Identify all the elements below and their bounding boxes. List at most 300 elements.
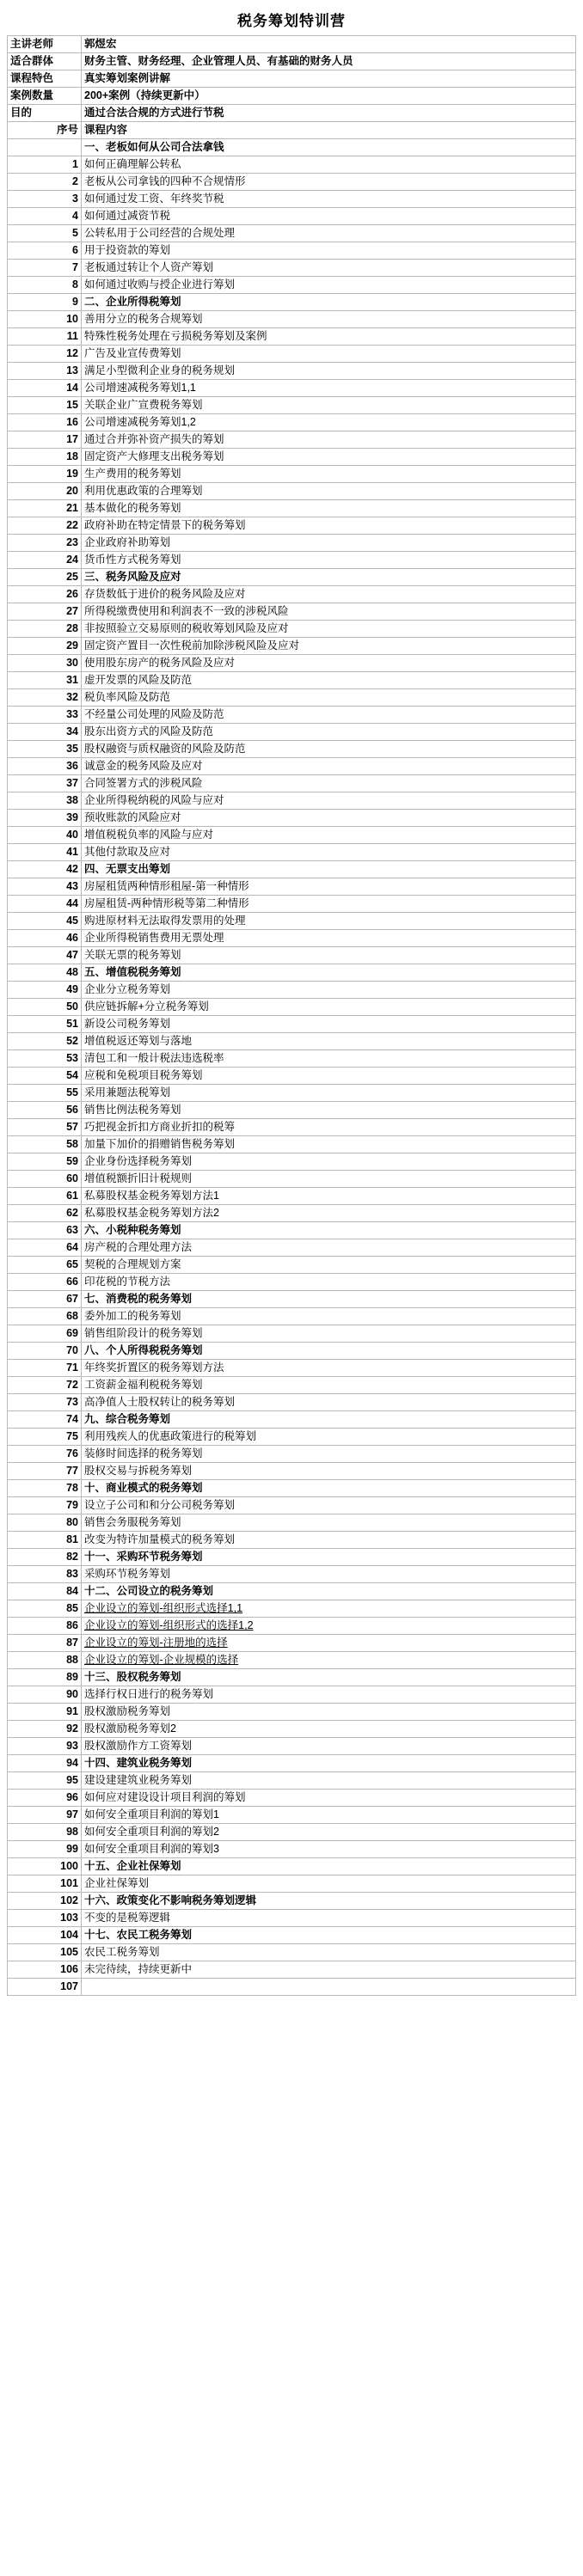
lesson-title: 老板从公司拿钱的四种不合规情形 (82, 174, 576, 191)
row-index (8, 139, 82, 156)
table-row (8, 930, 576, 947)
section-heading: 六、小税种税务筹划 (82, 1222, 576, 1239)
table-row (8, 431, 576, 449)
table-row (8, 260, 576, 277)
table-row (8, 1600, 576, 1618)
lesson-title: 委外加工的税务筹划 (82, 1308, 576, 1325)
table-row (8, 689, 576, 707)
meta-row (8, 88, 576, 105)
table-row (8, 466, 576, 483)
lesson-title: 房产税的合理处理方法 (82, 1239, 576, 1257)
table-row (8, 1497, 576, 1514)
row-index: 14 (8, 380, 82, 397)
lesson-title: 企业设立的筹划-企业规模的选择 (82, 1652, 576, 1669)
row-index: 94 (8, 1755, 82, 1772)
table-row (8, 1411, 576, 1429)
table-row (8, 277, 576, 294)
row-index: 60 (8, 1171, 82, 1188)
lesson-title: 如何安全重项目利润的筹划3 (82, 1841, 576, 1858)
table-row (8, 1566, 576, 1583)
meta-row (8, 70, 576, 88)
lesson-title: 所得税缴费使用和利润表不一致的涉税风险 (82, 603, 576, 621)
table-row (8, 517, 576, 535)
table-row (8, 380, 576, 397)
row-index: 69 (8, 1325, 82, 1343)
table-row (8, 1669, 576, 1686)
lesson-title: 不变的是税筹逻辑 (82, 1910, 576, 1927)
row-index: 17 (8, 431, 82, 449)
row-index: 29 (8, 638, 82, 655)
table-row (8, 655, 576, 672)
meta-value: 200+案例（持续更新中） (82, 88, 576, 105)
row-index: 74 (8, 1411, 82, 1429)
table-row (8, 1377, 576, 1394)
row-index: 81 (8, 1532, 82, 1549)
row-index: 83 (8, 1566, 82, 1583)
row-index: 13 (8, 363, 82, 380)
section-heading: 十一、采购环节税务筹划 (82, 1549, 576, 1566)
lesson-title: 如何安全重项目利润的筹划2 (82, 1824, 576, 1841)
lesson-title: 农民工税务筹划 (82, 1944, 576, 1961)
lesson-title: 企业社保筹划 (82, 1875, 576, 1893)
row-index: 35 (8, 741, 82, 758)
row-index: 56 (8, 1102, 82, 1119)
row-index: 96 (8, 1790, 82, 1807)
lesson-title: 装修时间选择的税务筹划 (82, 1446, 576, 1463)
lesson-title: 固定资产置目一次性税前加除涉税风险及应对 (82, 638, 576, 655)
section-heading: 十七、农民工税务筹划 (82, 1927, 576, 1944)
table-row (8, 603, 576, 621)
table-row (8, 1291, 576, 1308)
section-heading: 十、商业模式的税务筹划 (82, 1480, 576, 1497)
row-index: 62 (8, 1205, 82, 1222)
table-row (8, 1910, 576, 1927)
row-index: 98 (8, 1824, 82, 1841)
lesson-title: 企业身份选择税务筹划 (82, 1153, 576, 1171)
row-index: 59 (8, 1153, 82, 1171)
section-heading: 十五、企业社保筹划 (82, 1858, 576, 1875)
lesson-title: 高净值人士股权转让的税务筹划 (82, 1394, 576, 1411)
lesson-title: 企业设立的筹划-组织形式的选择1,2 (82, 1618, 576, 1635)
lesson-title: 房屋租赁-两种情形税等第二种情形 (82, 896, 576, 913)
lesson-title: 用于投资款的筹划 (82, 242, 576, 260)
table-row (8, 638, 576, 655)
section-heading: 三、税务风险及应对 (82, 569, 576, 586)
lesson-title: 非按照验立交易原则的税收筹划风险及应对 (82, 621, 576, 638)
table-row (8, 1549, 576, 1566)
table-row (8, 586, 576, 603)
section-heading: 四、无票支出筹划 (82, 861, 576, 878)
table-row (8, 1583, 576, 1600)
table-row (8, 775, 576, 792)
row-index: 75 (8, 1429, 82, 1446)
table-row (8, 1790, 576, 1807)
lesson-title: 股权激励税务筹划2 (82, 1721, 576, 1738)
lesson-title: 税负率风险及防范 (82, 689, 576, 707)
row-index: 24 (8, 552, 82, 569)
table-row (8, 191, 576, 208)
lesson-title: 企业政府补助筹划 (82, 535, 576, 552)
table-row (8, 810, 576, 827)
table-header-row (8, 122, 576, 139)
row-index: 18 (8, 449, 82, 466)
row-index: 63 (8, 1222, 82, 1239)
row-index: 82 (8, 1549, 82, 1566)
lesson-title: 如何通过发工资、年终奖节税 (82, 191, 576, 208)
table-row (8, 964, 576, 982)
lesson-title: 企业所得税纳税的风险与应对 (82, 792, 576, 810)
row-index: 85 (8, 1600, 82, 1618)
section-heading: 八、个人所得税税务筹划 (82, 1343, 576, 1360)
lesson-title: 加量下加价的捐赠销售税务筹划 (82, 1136, 576, 1153)
row-index: 77 (8, 1463, 82, 1480)
lesson-title (82, 1979, 576, 1996)
row-index: 19 (8, 466, 82, 483)
row-index: 99 (8, 1841, 82, 1858)
row-index: 8 (8, 277, 82, 294)
row-index: 55 (8, 1085, 82, 1102)
lesson-title: 合同签署方式的涉税风险 (82, 775, 576, 792)
row-index: 50 (8, 999, 82, 1016)
table-row (8, 449, 576, 466)
table-row (8, 1205, 576, 1222)
meta-label: 适合群体 (8, 53, 82, 70)
meta-label: 课程特色 (8, 70, 82, 88)
table-row (8, 535, 576, 552)
table-row (8, 414, 576, 431)
row-index: 15 (8, 397, 82, 414)
column-header-index: 序号 (8, 122, 82, 139)
table-row (8, 1721, 576, 1738)
row-index: 57 (8, 1119, 82, 1136)
row-index: 91 (8, 1704, 82, 1721)
row-index: 93 (8, 1738, 82, 1755)
lesson-title: 通过合并弥补资产损失的筹划 (82, 431, 576, 449)
table-row (8, 1068, 576, 1085)
lesson-title: 股权激励作方工资筹划 (82, 1738, 576, 1755)
table-row (8, 483, 576, 500)
lesson-title: 不经量公司处理的风险及防范 (82, 707, 576, 724)
row-index: 70 (8, 1343, 82, 1360)
lesson-title: 工资薪金福利税税务筹划 (82, 1377, 576, 1394)
table-row (8, 1893, 576, 1910)
lesson-title: 印花税的节税方法 (82, 1274, 576, 1291)
lesson-title: 股权激励税务筹划 (82, 1704, 576, 1721)
lesson-title: 销售组阶段计的税务筹划 (82, 1325, 576, 1343)
section-heading: 十二、公司设立的税务筹划 (82, 1583, 576, 1600)
row-index: 11 (8, 328, 82, 346)
table-row (8, 724, 576, 741)
row-index: 49 (8, 982, 82, 999)
row-index: 100 (8, 1858, 82, 1875)
row-index: 67 (8, 1291, 82, 1308)
row-index: 104 (8, 1927, 82, 1944)
lesson-title: 利用残疾人的优惠政策进行的税筹划 (82, 1429, 576, 1446)
table-row (8, 1755, 576, 1772)
lesson-title: 房屋租赁两种情形租屋-第一种情形 (82, 878, 576, 896)
row-index: 107 (8, 1979, 82, 1996)
lesson-title: 私募股权基金税务筹划方法2 (82, 1205, 576, 1222)
row-index: 64 (8, 1239, 82, 1257)
meta-value: 郭煜宏 (82, 36, 576, 53)
table-row (8, 741, 576, 758)
section-heading: 十六、政策变化不影响税务筹划逻辑 (82, 1893, 576, 1910)
row-index: 76 (8, 1446, 82, 1463)
row-index: 30 (8, 655, 82, 672)
row-index: 97 (8, 1807, 82, 1824)
meta-value: 通过合法合规的方式进行节税 (82, 105, 576, 122)
table-row (8, 1102, 576, 1119)
lesson-title: 股东出资方式的风险及防范 (82, 724, 576, 741)
section-heading: 二、企业所得税筹划 (82, 294, 576, 311)
section-heading: 九、综合税务筹划 (82, 1411, 576, 1429)
table-row (8, 758, 576, 775)
lesson-title: 改变为特许加量模式的税务筹划 (82, 1532, 576, 1549)
row-index: 68 (8, 1308, 82, 1325)
row-index: 101 (8, 1875, 82, 1893)
lesson-title: 如何正确理解公转私 (82, 156, 576, 174)
lesson-title: 股权交易与拆税务筹划 (82, 1463, 576, 1480)
meta-row (8, 53, 576, 70)
table-row (8, 1704, 576, 1721)
row-index: 44 (8, 896, 82, 913)
row-index: 31 (8, 672, 82, 689)
table-row (8, 1807, 576, 1824)
table-row (8, 672, 576, 689)
meta-value: 财务主管、财务经理、企业管理人员、有基础的财务人员 (82, 53, 576, 70)
table-row (8, 861, 576, 878)
row-index: 46 (8, 930, 82, 947)
row-index: 66 (8, 1274, 82, 1291)
lesson-title: 使用股东房产的税务风险及应对 (82, 655, 576, 672)
row-index: 25 (8, 569, 82, 586)
table-row (8, 1119, 576, 1136)
section-heading: 七、消费税的税务筹划 (82, 1291, 576, 1308)
row-index: 90 (8, 1686, 82, 1704)
table-row (8, 1188, 576, 1205)
row-index: 95 (8, 1772, 82, 1790)
table-row (8, 1394, 576, 1411)
table-row (8, 1738, 576, 1755)
lesson-title: 利用优惠政策的合理筹划 (82, 483, 576, 500)
table-row (8, 1360, 576, 1377)
table-row (8, 999, 576, 1016)
lesson-title: 企业设立的筹划-注册地的选择 (82, 1635, 576, 1652)
table-row (8, 878, 576, 896)
lesson-title: 增值税税负率的风险与应对 (82, 827, 576, 844)
row-index: 1 (8, 156, 82, 174)
section-heading: 五、增值税税务筹划 (82, 964, 576, 982)
table-row (8, 242, 576, 260)
table-row (8, 1136, 576, 1153)
meta-row (8, 36, 576, 53)
lesson-title: 购进原材料无法取得发票用的处理 (82, 913, 576, 930)
row-index: 84 (8, 1583, 82, 1600)
lesson-title: 采购环节税务筹划 (82, 1566, 576, 1583)
meta-label: 主讲老师 (8, 36, 82, 53)
meta-row (8, 105, 576, 122)
table-row (8, 1686, 576, 1704)
lesson-title: 采用兼题法税筹划 (82, 1085, 576, 1102)
lesson-title: 契税的合理规划方案 (82, 1257, 576, 1274)
row-index: 88 (8, 1652, 82, 1669)
lesson-title: 如何安全重项目利润的筹划1 (82, 1807, 576, 1824)
page-title: 税务筹划特训营 (237, 13, 346, 29)
row-index: 21 (8, 500, 82, 517)
row-index: 23 (8, 535, 82, 552)
table-row (8, 1652, 576, 1669)
table-row (8, 328, 576, 346)
lesson-title: 政府补助在特定情景下的税务筹划 (82, 517, 576, 535)
table-row (8, 1824, 576, 1841)
table-row (8, 156, 576, 174)
lesson-title: 销售会务服税务筹划 (82, 1514, 576, 1532)
table-row (8, 913, 576, 930)
table-row (8, 1618, 576, 1635)
lesson-title: 如何通过收购与授企业进行筹划 (82, 277, 576, 294)
row-index: 34 (8, 724, 82, 741)
table-row (8, 552, 576, 569)
row-index: 79 (8, 1497, 82, 1514)
lesson-title: 如何应对建设设计项目利润的筹划 (82, 1790, 576, 1807)
row-index: 103 (8, 1910, 82, 1927)
table-row (8, 569, 576, 586)
table-row (8, 827, 576, 844)
table-row (8, 500, 576, 517)
row-index: 92 (8, 1721, 82, 1738)
row-index: 2 (8, 174, 82, 191)
table-row (8, 1858, 576, 1875)
section-heading: 一、老板如何从公司合法拿钱 (82, 139, 576, 156)
row-index: 72 (8, 1377, 82, 1394)
lesson-title: 虚开发票的风险及防范 (82, 672, 576, 689)
table-row (8, 174, 576, 191)
row-index: 78 (8, 1480, 82, 1497)
table-row (8, 1532, 576, 1549)
table-row (8, 792, 576, 810)
table-row (8, 947, 576, 964)
lesson-title: 应税和免税项目税务筹划 (82, 1068, 576, 1085)
table-row (8, 1480, 576, 1497)
lesson-title: 公转私用于公司经营的合规处理 (82, 225, 576, 242)
lesson-title: 企业所得税销售费用无票处理 (82, 930, 576, 947)
table-row (8, 1875, 576, 1893)
row-index: 6 (8, 242, 82, 260)
row-index: 12 (8, 346, 82, 363)
table-row (8, 1979, 576, 1996)
table-row (8, 1016, 576, 1033)
table-row (8, 1153, 576, 1171)
row-index: 54 (8, 1068, 82, 1085)
table-row (8, 1841, 576, 1858)
table-row (8, 1033, 576, 1050)
lesson-title: 股权融资与质权融资的风险及防范 (82, 741, 576, 758)
row-index: 58 (8, 1136, 82, 1153)
lesson-title: 生产费用的税务筹划 (82, 466, 576, 483)
row-index: 20 (8, 483, 82, 500)
row-index: 41 (8, 844, 82, 861)
table-row (8, 1222, 576, 1239)
meta-value: 真实筹划案例讲解 (82, 70, 576, 88)
course-outline-table (7, 35, 576, 1996)
column-header-content: 课程内容 (82, 122, 576, 139)
row-index: 3 (8, 191, 82, 208)
lesson-title: 满足小型微利企业身的税务规划 (82, 363, 576, 380)
row-index: 9 (8, 294, 82, 311)
lesson-title: 诚意金的税务风险及应对 (82, 758, 576, 775)
lesson-title: 货币性方式税务筹划 (82, 552, 576, 569)
lesson-title: 公司增速减税务筹划1,1 (82, 380, 576, 397)
lesson-title: 清包工和一般计税法违选税率 (82, 1050, 576, 1068)
lesson-title: 企业设立的筹划-组织形式选择1,1 (82, 1600, 576, 1618)
lesson-title: 基本做化的税务筹划 (82, 500, 576, 517)
row-index: 86 (8, 1618, 82, 1635)
table-row (8, 1085, 576, 1102)
lesson-title: 如何通过减资节税 (82, 208, 576, 225)
lesson-title: 其他付款取及应对 (82, 844, 576, 861)
table-row (8, 1635, 576, 1652)
table-row (8, 621, 576, 638)
row-index: 48 (8, 964, 82, 982)
table-row (8, 1343, 576, 1360)
row-index: 16 (8, 414, 82, 431)
lesson-title: 销售比例法税务筹划 (82, 1102, 576, 1119)
lesson-title: 增值税额折旧计税规则 (82, 1171, 576, 1188)
lesson-title: 特殊性税务处理在亏损税务筹划及案例 (82, 328, 576, 346)
lesson-title: 年终奖折置区的税务筹划方法 (82, 1360, 576, 1377)
table-row (8, 1944, 576, 1961)
lesson-title: 供应链拆解+分立税务筹划 (82, 999, 576, 1016)
row-index: 73 (8, 1394, 82, 1411)
lesson-title: 关联无票的税务筹划 (82, 947, 576, 964)
lesson-title: 老板通过转让个人资产筹划 (82, 260, 576, 277)
table-row (8, 1429, 576, 1446)
row-index: 47 (8, 947, 82, 964)
lesson-title: 私募股权基金税务筹划方法1 (82, 1188, 576, 1205)
row-index: 36 (8, 758, 82, 775)
lesson-title: 广告及业宣传费筹划 (82, 346, 576, 363)
table-row (8, 311, 576, 328)
section-heading: 十三、股权税务筹划 (82, 1669, 576, 1686)
row-index: 61 (8, 1188, 82, 1205)
row-index: 22 (8, 517, 82, 535)
row-index: 32 (8, 689, 82, 707)
row-index: 45 (8, 913, 82, 930)
row-index: 105 (8, 1944, 82, 1961)
table-row (8, 707, 576, 724)
table-row (8, 139, 576, 156)
row-index: 27 (8, 603, 82, 621)
table-row (8, 1257, 576, 1274)
row-index: 80 (8, 1514, 82, 1532)
lesson-title: 善用分立的税务合规筹划 (82, 311, 576, 328)
row-index: 43 (8, 878, 82, 896)
table-row (8, 1171, 576, 1188)
table-row (8, 896, 576, 913)
table-row (8, 1927, 576, 1944)
row-index: 5 (8, 225, 82, 242)
lesson-title: 企业分立税务筹划 (82, 982, 576, 999)
row-index: 4 (8, 208, 82, 225)
lesson-title: 公司增速减税务筹划1,2 (82, 414, 576, 431)
lesson-title: 关联企业广宣费税务筹划 (82, 397, 576, 414)
lesson-title: 固定资产大修理支出税务筹划 (82, 449, 576, 466)
table-row (8, 982, 576, 999)
table-row (8, 1274, 576, 1291)
table-row (8, 1239, 576, 1257)
row-index: 65 (8, 1257, 82, 1274)
lesson-title: 选择行权日进行的税务筹划 (82, 1686, 576, 1704)
